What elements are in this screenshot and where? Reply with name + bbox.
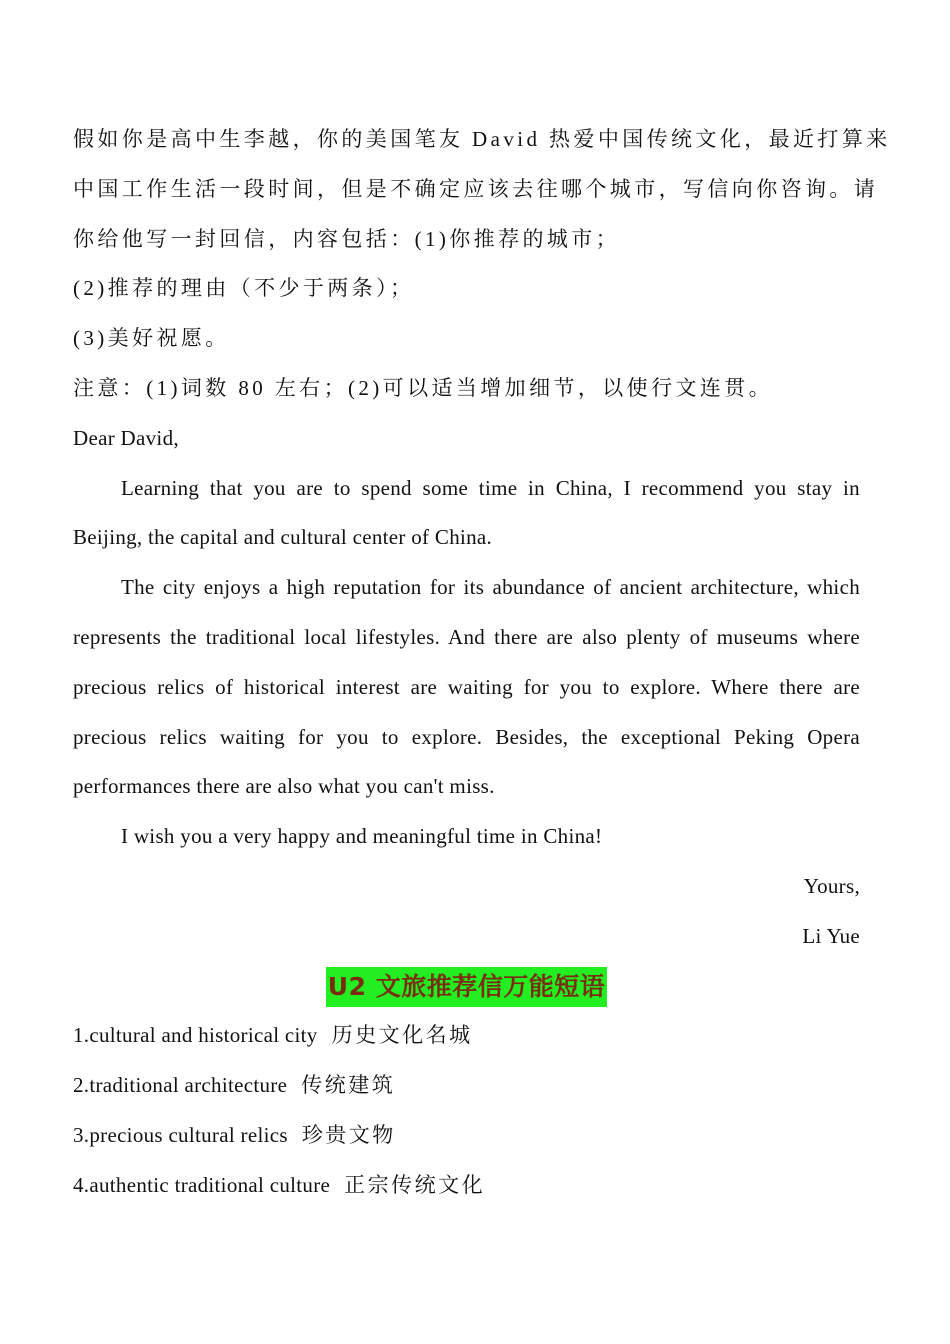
- phrase-cn: 珍贵文物: [301, 1122, 396, 1147]
- letter-paragraph-2: The city enjoys a high reputation for its abundance of ancient architecture, which represents the traditional local lifestyles. And there are also plenty of museums where precious relics of historical interest are waiting for you to explore. Where there are precious relics waiting for you to explore. Besides, the exceptional Peking Opera performances there are also what you can't miss.: [73, 575, 860, 799]
- phrase-cn: 历史文化名城: [331, 1023, 473, 1048]
- phrase-cn: 正宗传统文化: [344, 1172, 486, 1197]
- phrase-cn: 传统建筑: [301, 1073, 396, 1098]
- section-heading-wrap: [73, 962, 860, 1012]
- letter-greeting: Dear David,: [73, 425, 179, 450]
- document-page: [73, 115, 891, 1211]
- phrase-item: [73, 1161, 860, 1211]
- phrase-en: 3.precious cultural relics: [73, 1122, 288, 1147]
- phrase-item: [73, 1011, 860, 1061]
- prompt-line-1: 假如你是高中生李越，你的美国笔友 David 热爱中国传统文化，最近打算来: [73, 127, 891, 151]
- prompt-line-5: (3)美好祝愿。: [73, 326, 230, 351]
- prompt-note: 注意：(1)词数 80 左右；(2)可以适当增加细节，以使行文连贯。: [73, 375, 774, 400]
- prompt-line-2: 中国工作生活一段时间，但是不确定应该去往哪个城市，写信向你咨询。请: [73, 176, 879, 201]
- letter-paragraph-3: I wish you a very happy and meaningful time in China!: [121, 824, 603, 849]
- phrase-en: 2.traditional architecture: [73, 1073, 288, 1098]
- phrase-en: 4.authentic traditional culture: [73, 1172, 331, 1197]
- section-heading: U2 文旅推荐信万能短语: [326, 967, 607, 1007]
- letter-closing: Yours,: [803, 873, 860, 898]
- phrase-item: [73, 1111, 860, 1161]
- prompt-line-3: 你给他写一封回信，内容包括：(1)你推荐的城市；: [73, 226, 621, 251]
- letter-signature: Li Yue: [802, 923, 860, 948]
- letter-paragraph-1: Learning that you are to spend some time in China, I recommend you stay in Beijing, the capital and cultural center of China.: [73, 475, 860, 550]
- prompt-line-4: (2)推荐的理由（不少于两条）；: [73, 276, 415, 301]
- phrase-en: 1.cultural and historical city: [73, 1023, 318, 1048]
- phrase-item: [73, 1061, 860, 1111]
